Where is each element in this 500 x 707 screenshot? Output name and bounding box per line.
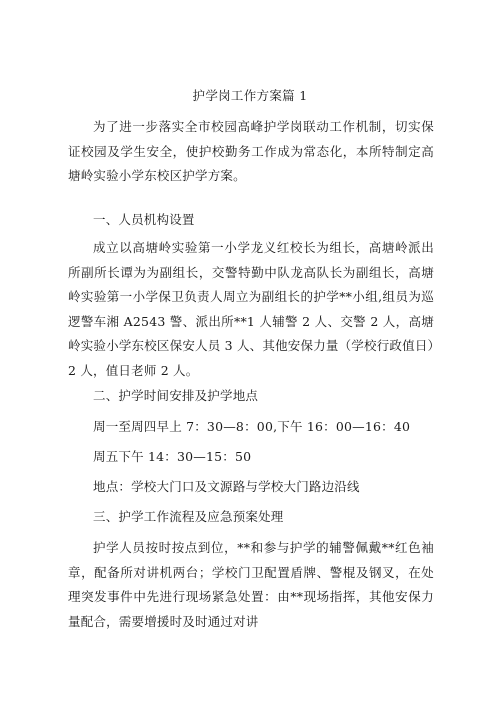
section-2-heading: 二、护学时间安排及护学地点 xyxy=(93,388,259,403)
schedule-friday: 周五下午 14：30—15：50 xyxy=(93,449,252,464)
section-3-heading: 三、护学工作流程及应急预案处理 xyxy=(93,509,284,524)
section-1-heading: 一、人员机构设置 xyxy=(93,212,195,227)
schedule-weekday: 周一至周四早上 7：30—8：00,下午 16：00—16：40 xyxy=(93,419,411,434)
document-title: 护学岗工作方案篇 1 xyxy=(192,88,308,103)
section-3-paragraph: 护学人员按时按点到位，**和参与护学的辅警佩戴**红色袖章，配备所对讲机两台；学校门卫配置盾牌、警棍及钢叉，在处理突发事件中先进行现场紧急处置：由**现场指挥，其他安保力量配合，需要增援时及时通过对讲 xyxy=(68,540,434,629)
intro-paragraph: 为了进一步落实全市校园高峰护学岗联动工作机制，切实保证校园及学生安全，使护校勤务工作成为常态化，本所特制定高塘岭实验小学东校区护学方案。 xyxy=(68,119,434,183)
section-1-paragraph: 成立以高塘岭实验第一小学龙义红校长为组长，高塘岭派出所副所长谭为为副组长，交警特勤中队龙高队长为副组长，高塘岭实验第一小学保卫负责人周立为副组长的护学**小组,组员为巡逻警车湘 A2543 警、派出所**1 人辅警 2 人、交警 2 人，高塘岭实验小学东校区保安人员 3 人、其他安保力量（学校行政值日）2 人，值日老师 2 人。 xyxy=(68,240,434,378)
location-line: 地点：学校大门口及文源路与学校大门路边沿线 xyxy=(93,479,360,494)
